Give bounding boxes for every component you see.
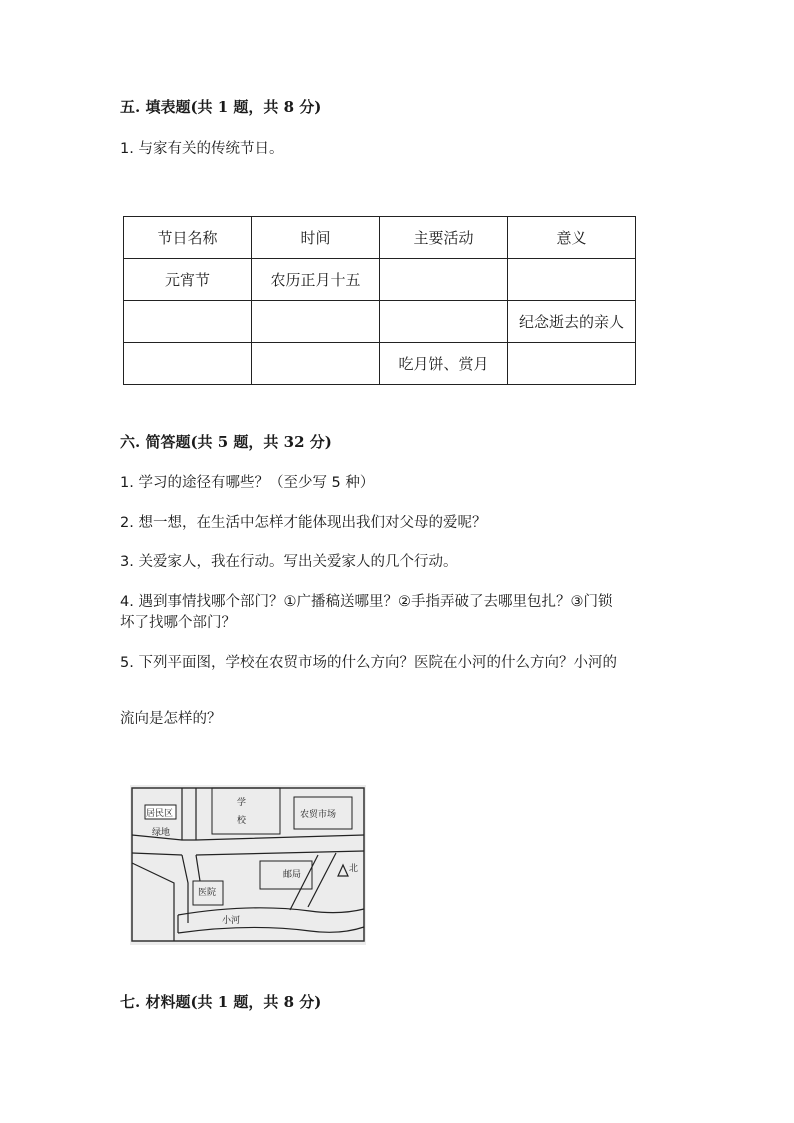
map-label-river: 小河	[222, 916, 241, 926]
question-5-1: 1. 与家有关的传统节日。	[120, 141, 284, 157]
table-header-cell: 意义	[508, 217, 636, 259]
map-label-greenland: 绿地	[152, 828, 171, 838]
map-label-north: 北	[349, 864, 359, 874]
table-cell	[252, 301, 380, 343]
map-label-school-2: 校	[237, 816, 247, 826]
table-cell	[124, 343, 252, 385]
table-header-cell: 节日名称	[124, 217, 252, 259]
table-cell	[508, 259, 636, 301]
table-cell: 农历正月十五	[252, 259, 380, 301]
map-label-hospital: 医院	[198, 888, 217, 898]
table-row	[124, 343, 636, 385]
table-header-row	[124, 217, 636, 259]
table-cell	[124, 301, 252, 343]
question-6-3: 3. 关爱家人，我在行动。写出关爱家人的几个行动。	[120, 554, 458, 570]
section-6-heading: 六. 简答题(共 5 题，共 32 分)	[120, 433, 332, 451]
table-cell	[380, 259, 508, 301]
table-cell	[508, 343, 636, 385]
map-label-post-office: 邮局	[283, 870, 302, 880]
table-cell	[252, 343, 380, 385]
table-cell: 吃月饼、赏月	[380, 343, 508, 385]
table-row	[124, 259, 636, 301]
question-6-2: 2. 想一想，在生活中怎样才能体现出我们对父母的爱呢？	[120, 515, 487, 531]
section-7-heading: 七. 材料题(共 1 题，共 8 分)	[120, 993, 322, 1011]
question-6-5-line2: 流向是怎样的？	[120, 711, 222, 727]
question-6-4-line1: 4. 遇到事情找哪个部门？①广播稿送哪里？②手指弄破了去哪里包扎？③门锁	[120, 594, 613, 610]
festival-table	[123, 216, 636, 385]
town-map	[130, 785, 366, 945]
table-cell: 纪念逝去的亲人	[508, 301, 636, 343]
map-label-school-1: 学	[237, 798, 247, 808]
question-6-4-line2: 坏了找哪个部门？	[120, 615, 236, 631]
map-label-residential: 居民区	[146, 809, 174, 819]
table-header-cell: 主要活动	[380, 217, 508, 259]
table-header-cell: 时间	[252, 217, 380, 259]
table-cell: 元宵节	[124, 259, 252, 301]
question-6-5-line1: 5. 下列平面图，学校在农贸市场的什么方向？医院在小河的什么方向？小河的	[120, 655, 617, 671]
table-cell	[380, 301, 508, 343]
map-label-market: 农贸市场	[300, 810, 337, 820]
question-6-1: 1. 学习的途径有哪些？（至少写 5 种）	[120, 475, 375, 491]
section-5-heading: 五. 填表题(共 1 题，共 8 分)	[120, 98, 322, 116]
table-row	[124, 301, 636, 343]
